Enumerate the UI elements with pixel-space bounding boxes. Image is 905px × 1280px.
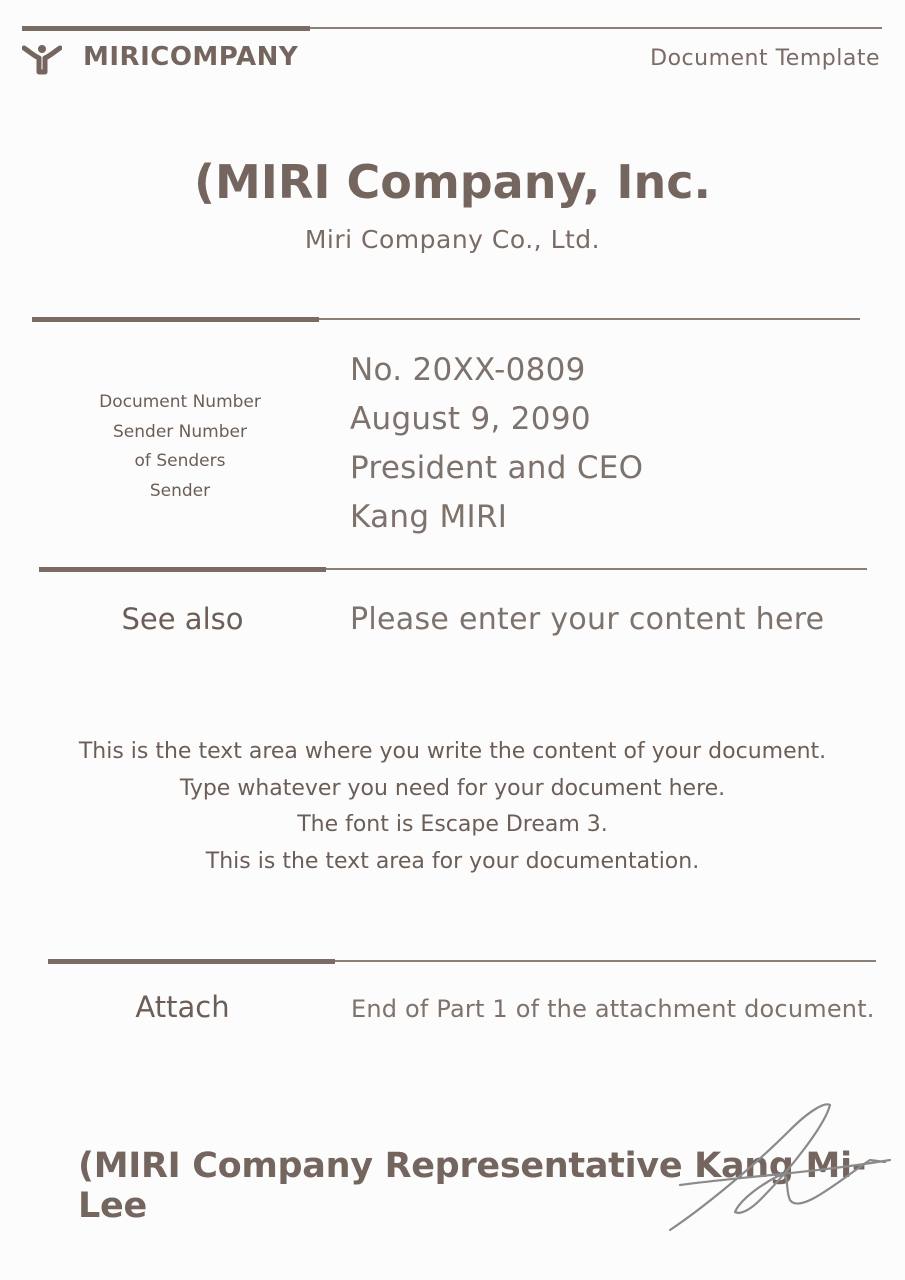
document-number: No. 20XX-0809	[350, 352, 586, 388]
attach-value: End of Part 1 of the attachment document.	[351, 995, 875, 1023]
meta-label: Document Number	[99, 392, 261, 412]
person-arms-up-icon	[22, 42, 62, 76]
meta-values	[350, 346, 643, 542]
company-subtitle: Miri Company Co., Ltd.	[304, 225, 601, 254]
document-date: August 9, 2090	[350, 401, 591, 437]
body-line: This is the text area for your documentation.	[205, 848, 700, 874]
body-text	[0, 734, 905, 880]
body-line: Type whatever you need for your document here.	[179, 775, 726, 801]
meta-labels	[60, 388, 300, 506]
company-title: (MIRI Company, Inc.	[194, 155, 711, 209]
sender-title: President and CEO	[350, 450, 644, 486]
attach-label: Attach	[135, 990, 230, 1024]
signature-image	[640, 1090, 900, 1250]
brand-name: MIRICOMPANY	[83, 42, 299, 72]
meta-label: Sender Number	[113, 421, 247, 442]
document-template-label: Document Template	[650, 46, 880, 71]
body-line: The font is Escape Dream 3.	[297, 812, 608, 837]
see-also-value: Please enter your content here	[350, 602, 825, 637]
sender-name: Kang MIRI	[350, 499, 508, 535]
meta-label: Sender	[149, 480, 211, 501]
see-also-label: See also	[121, 602, 244, 636]
representative-line: (MIRI Company Representative Kang Mi-Lee	[78, 1146, 866, 1226]
meta-label: of Senders	[134, 451, 226, 471]
body-line: This is the text area where you write the content of your document.	[78, 739, 827, 764]
